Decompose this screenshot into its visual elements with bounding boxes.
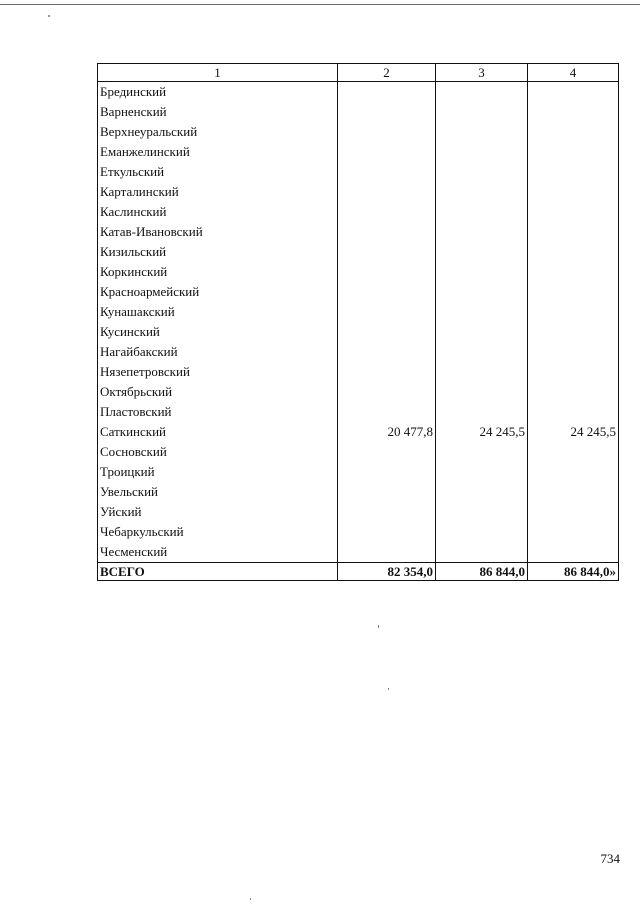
value-col-2 [338,242,436,262]
table-row [98,422,619,442]
table-row [98,482,619,502]
value-col-3 [436,102,528,122]
value-col-2 [338,202,436,222]
value-col-2 [338,482,436,502]
value-col-4 [528,542,619,563]
value-col-4 [528,522,619,542]
value-col-4 [528,462,619,482]
district-table [97,63,619,581]
value-col-2 [338,382,436,402]
value-col-2 [338,102,436,122]
value-col-3 [436,182,528,202]
district-name: Карталинский [98,182,338,202]
value-col-2 [338,502,436,522]
value-col-4 [528,442,619,462]
value-col-2 [338,122,436,142]
value-col-4 [528,342,619,362]
column-header-1: 1 [98,64,338,82]
table-row [98,82,619,103]
value-col-2 [338,342,436,362]
value-col-3 [436,322,528,342]
table-row [98,402,619,422]
value-col-4 [528,322,619,342]
value-col-2 [338,82,436,103]
district-name: Троицкий [98,462,338,482]
value-col-2 [338,162,436,182]
table-row [98,302,619,322]
district-name: Кизильский [98,242,338,262]
column-header-2: 2 [338,64,436,82]
value-col-4 [528,302,619,322]
value-col-3: 24 245,5 [436,422,528,442]
table-row [98,122,619,142]
value-col-3 [436,122,528,142]
table-row [98,462,619,482]
scan-speck [250,898,251,900]
value-col-2 [338,402,436,422]
total-col-3: 86 844,0 [436,563,528,581]
value-col-2 [338,362,436,382]
top-border-line [0,4,640,5]
value-col-4 [528,82,619,103]
value-col-2 [338,302,436,322]
value-col-4 [528,162,619,182]
district-name: Чесменский [98,542,338,563]
table-row [98,342,619,362]
district-name: Чебаркульский [98,522,338,542]
value-col-2 [338,262,436,282]
value-col-3 [436,262,528,282]
value-col-3 [436,382,528,402]
value-col-4 [528,222,619,242]
scan-speck [388,688,389,690]
value-col-2 [338,442,436,462]
district-name: Кунашакский [98,302,338,322]
district-name: Нязепетровский [98,362,338,382]
table-row [98,282,619,302]
value-col-3 [436,502,528,522]
value-col-2 [338,542,436,563]
value-col-3 [436,222,528,242]
value-col-3 [436,482,528,502]
district-name: Кусинский [98,322,338,342]
value-col-3 [436,242,528,262]
district-name: Уйский [98,502,338,522]
district-name: Пластовский [98,402,338,422]
value-col-3 [436,82,528,103]
value-col-4 [528,402,619,422]
value-col-2 [338,222,436,242]
column-header-4: 4 [528,64,619,82]
table-row [98,442,619,462]
value-col-3 [436,542,528,563]
district-name: Октябрьский [98,382,338,402]
table-row [98,182,619,202]
value-col-2 [338,142,436,162]
total-col-4: 86 844,0» [528,563,619,581]
table-row [98,502,619,522]
table-row [98,142,619,162]
district-name: Красноармейский [98,282,338,302]
header-row [98,64,619,82]
value-col-2: 20 477,8 [338,422,436,442]
table-row [98,102,619,122]
table-row [98,542,619,563]
district-name: Еманжелинский [98,142,338,162]
value-col-2 [338,522,436,542]
value-col-4 [528,102,619,122]
value-col-3 [436,142,528,162]
value-col-3 [436,442,528,462]
value-col-4 [528,482,619,502]
table-row [98,322,619,342]
value-col-3 [436,522,528,542]
value-col-4 [528,142,619,162]
value-col-4 [528,122,619,142]
page-number: 734 [600,851,620,866]
value-col-3 [436,462,528,482]
district-name: Сосновский [98,442,338,462]
column-header-3: 3 [436,64,528,82]
table-row [98,202,619,222]
value-col-2 [338,462,436,482]
value-col-2 [338,182,436,202]
district-name: Коркинский [98,262,338,282]
value-col-3 [436,362,528,382]
value-col-4 [528,182,619,202]
district-name: Еткульский [98,162,338,182]
scan-speck [378,625,379,628]
district-name: Саткинский [98,422,338,442]
value-col-4 [528,362,619,382]
table-row [98,222,619,242]
value-col-4 [528,262,619,282]
total-label: ВСЕГО [98,563,338,581]
district-name: Брединский [98,82,338,103]
value-col-3 [436,342,528,362]
value-col-4 [528,282,619,302]
value-col-3 [436,162,528,182]
value-col-2 [338,282,436,302]
table-row [98,522,619,542]
total-col-2: 82 354,0 [338,563,436,581]
district-name: Увельский [98,482,338,502]
table-row [98,242,619,262]
value-col-3 [436,302,528,322]
district-name: Варненский [98,102,338,122]
table-row [98,262,619,282]
value-col-4 [528,202,619,222]
total-row [98,563,619,581]
value-col-2 [338,322,436,342]
scan-speck [48,15,50,17]
value-col-3 [436,202,528,222]
district-name: Катав-Ивановский [98,222,338,242]
value-col-3 [436,402,528,422]
district-name: Нагайбакский [98,342,338,362]
table-row [98,362,619,382]
value-col-4: 24 245,5 [528,422,619,442]
table-row [98,382,619,402]
district-name: Верхнеуральский [98,122,338,142]
value-col-3 [436,282,528,302]
table-row [98,162,619,182]
value-col-4 [528,502,619,522]
district-name: Каслинский [98,202,338,222]
value-col-4 [528,242,619,262]
value-col-4 [528,382,619,402]
